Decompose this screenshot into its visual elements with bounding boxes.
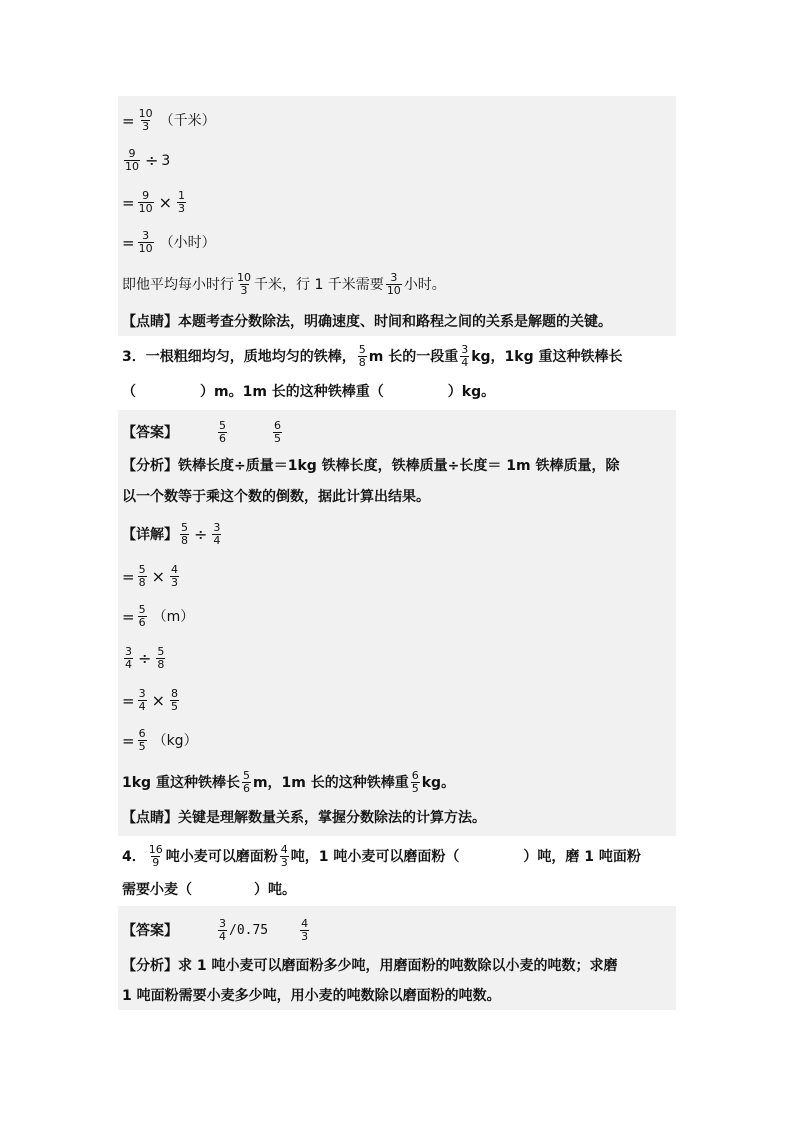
numerator: 4 [301, 917, 309, 930]
fraction [273, 420, 282, 445]
denominator: 6 [138, 616, 146, 629]
calc-line [122, 604, 194, 629]
fraction [242, 770, 251, 795]
numerator: 8 [170, 687, 178, 700]
comment-line [122, 808, 486, 828]
analysis-line [122, 986, 501, 1006]
answer-line [122, 918, 311, 943]
denominator: 9 [152, 856, 160, 869]
question-line [122, 344, 623, 369]
numerator: 3 [390, 271, 398, 284]
text-span: 3．一根粗细均匀，质地均匀的铁棒， [122, 348, 356, 365]
numerator: 3 [125, 645, 132, 658]
numerator: 5 [242, 769, 250, 782]
text-span: ）m。1m 长的这种铁棒重（ [200, 384, 384, 400]
text-span: ÷ [138, 648, 152, 668]
text-span: 1 吨面粉需要小麦多少吨，用小麦的吨数除以磨面粉的吨数。 [122, 988, 501, 1004]
denominator: 6 [219, 432, 226, 445]
denominator: 4 [461, 356, 469, 369]
denominator: 8 [157, 658, 165, 671]
denominator: 10 [138, 202, 153, 215]
calc-line [122, 522, 223, 547]
denominator: 8 [138, 576, 146, 589]
numerator: 3 [142, 229, 150, 242]
fraction [170, 688, 179, 713]
text-span: /0.75 [229, 922, 269, 938]
numerator: 5 [157, 645, 165, 658]
question-line [122, 382, 495, 402]
fraction [138, 688, 147, 713]
denominator: 4 [138, 700, 146, 713]
denominator: 3 [142, 120, 150, 133]
denominator: 8 [181, 534, 188, 547]
answer-line [122, 420, 284, 445]
fraction [156, 646, 165, 671]
numerator: 5 [358, 343, 366, 356]
text-span: × [158, 192, 172, 212]
numerator: 10 [138, 107, 153, 120]
text-span: 需要小麦（ [122, 882, 192, 898]
numerator: 5 [219, 419, 226, 432]
numerator: 3 [138, 687, 146, 700]
text-span: 【分析】铁棒长度÷质量＝1kg 铁棒长度，铁棒质量÷长度＝ 1m 铁棒质量，除 [122, 458, 620, 474]
numerator: 16 [148, 843, 163, 856]
text-span: × [151, 690, 165, 710]
text-span: 即他平均每小时行 [122, 276, 234, 293]
fraction [124, 646, 133, 671]
fraction [212, 522, 221, 547]
text-span: kg。 [421, 774, 456, 791]
calc-line [122, 728, 198, 753]
denominator: 10 [138, 242, 153, 255]
fraction [411, 770, 420, 795]
numerator: 3 [213, 521, 221, 534]
fraction [170, 564, 179, 589]
fraction [218, 420, 227, 445]
denominator: 6 [242, 782, 250, 795]
numerator: 3 [219, 917, 226, 930]
text-span: 小时。 [403, 276, 446, 293]
text-span: 以一个数等于乘这个数的倒数，据此计算出结果。 [122, 489, 430, 505]
text-span: 【答案】 [122, 922, 178, 939]
fraction [358, 344, 367, 369]
text-span: 1kg 重这种铁棒长 [122, 774, 240, 791]
fraction [386, 272, 402, 297]
denominator: 10 [125, 160, 139, 173]
text-span: 【分析】求 1 吨小麦可以磨面粉多少吨，用磨面粉的吨数除以小麦的吨数；求磨 [122, 958, 618, 974]
fraction [124, 148, 140, 173]
denominator: 3 [280, 856, 288, 869]
calc-line [122, 230, 216, 255]
text-span: ÷ [194, 524, 208, 544]
fraction [138, 604, 147, 629]
fraction [138, 108, 154, 133]
text-span: ）kg。 [447, 384, 496, 400]
text-span: = [122, 233, 135, 252]
analysis-line [122, 956, 618, 976]
text-span: 【答案】 [122, 424, 178, 441]
numerator: 10 [237, 271, 251, 284]
text-span: kg，1kg 重这种铁棒长 [471, 348, 623, 365]
fraction [280, 844, 289, 869]
denominator: 5 [138, 740, 146, 753]
text-span: （kg） [152, 732, 198, 749]
text-span: m，1m 长的这种铁棒重 [252, 774, 409, 791]
fraction [236, 272, 252, 297]
analysis-line [122, 456, 619, 476]
text-span: = [122, 607, 135, 626]
text-span: = [122, 691, 135, 710]
denominator: 4 [213, 534, 221, 547]
text-span: = [122, 111, 135, 130]
text-span: 【详解】 [122, 526, 178, 543]
numerator: 3 [461, 343, 469, 356]
text-span: 吨，1 吨小麦可以磨面粉（ [290, 848, 460, 865]
question-line [122, 880, 296, 900]
fraction [180, 522, 189, 547]
fraction [138, 230, 154, 255]
denominator: 5 [170, 700, 178, 713]
fraction [177, 190, 186, 215]
denominator: 3 [170, 576, 178, 589]
numerator: 9 [142, 189, 150, 202]
fraction [138, 564, 147, 589]
text-span: （ [122, 384, 136, 400]
numerator: 5 [138, 603, 146, 616]
text-span: 【点睛】本题考查分数除法，明确速度、时间和路程之间的关系是解题的关键。 [122, 314, 612, 330]
solution-block-1 [118, 96, 676, 336]
denominator: 4 [219, 930, 226, 943]
text-span: = [122, 193, 135, 212]
question-line [122, 844, 641, 869]
denominator: 4 [125, 658, 132, 671]
text-span: ）吨。 [254, 882, 296, 898]
text-span: 4． [122, 848, 146, 865]
denominator: 3 [177, 202, 185, 215]
fraction [460, 344, 469, 369]
calc-line [122, 688, 181, 713]
answer-block-3 [118, 410, 676, 836]
numerator: 6 [411, 769, 419, 782]
numerator: 6 [274, 419, 281, 432]
text-span: × [151, 566, 165, 586]
text-span: 千米，行 1 千米需要 [254, 276, 384, 293]
summary-line [122, 272, 446, 297]
fraction [148, 844, 164, 869]
question-4 [118, 836, 676, 906]
analysis-line [122, 487, 430, 507]
answer-block-4 [118, 906, 676, 1010]
question-3 [118, 340, 676, 410]
calc-line [122, 148, 170, 173]
calc-line [122, 564, 181, 589]
fraction [300, 918, 309, 943]
text-span: 3 [161, 152, 171, 169]
text-span: （千米） [159, 112, 216, 129]
text-span: 【点睛】关键是理解数量关系，掌握分数除法的计算方法。 [122, 810, 486, 826]
text-span: （m） [152, 608, 195, 625]
denominator: 3 [240, 284, 248, 297]
calc-line [122, 108, 216, 133]
numerator: 5 [181, 521, 188, 534]
calc-line [122, 190, 188, 215]
denominator: 5 [411, 782, 419, 795]
fraction [138, 728, 147, 753]
text-span: = [122, 731, 135, 750]
denominator: 8 [358, 356, 366, 369]
text-span: = [122, 567, 135, 586]
numerator: 9 [128, 147, 136, 160]
calc-line [122, 646, 167, 671]
fraction [138, 190, 154, 215]
numerator: 4 [170, 563, 178, 576]
numerator: 5 [138, 563, 146, 576]
denominator: 5 [274, 432, 281, 445]
numerator: 6 [138, 727, 146, 740]
denominator: 10 [386, 284, 401, 297]
text-span: 吨小麦可以磨面粉 [165, 848, 278, 865]
text-span: ÷ [145, 150, 159, 170]
numerator: 1 [177, 189, 185, 202]
text-span: m 长的一段重 [368, 348, 459, 365]
summary-line [122, 770, 455, 795]
comment-line [122, 312, 612, 332]
text-span: ）吨，磨 1 吨面粉 [523, 848, 641, 865]
text-span: （小时） [159, 234, 216, 251]
fraction [218, 918, 227, 943]
denominator: 3 [301, 930, 309, 943]
numerator: 4 [280, 843, 288, 856]
